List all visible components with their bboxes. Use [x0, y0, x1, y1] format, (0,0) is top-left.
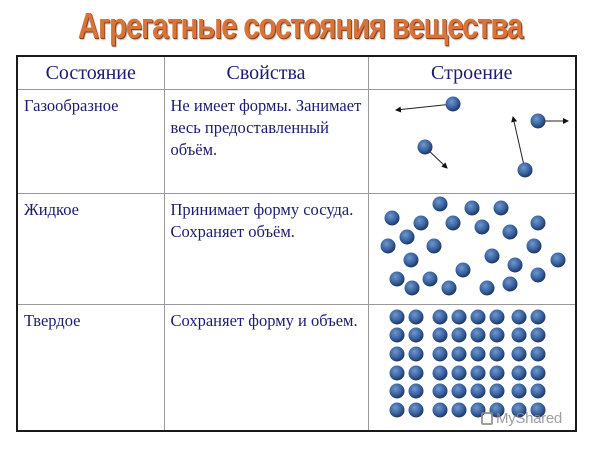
- molecule-icon: [433, 310, 448, 325]
- watermark-text: MyShared: [496, 410, 562, 427]
- molecule-icon: [531, 216, 546, 231]
- molecule-icon: [390, 310, 405, 325]
- molecule-icon: [512, 310, 527, 325]
- state-cell: Жидкое: [17, 194, 164, 305]
- molecule-icon: [404, 253, 419, 268]
- molecule-icon: [390, 384, 405, 399]
- molecule-icon: [405, 281, 420, 296]
- properties-cell: Сохраняет форму и объем.: [164, 305, 368, 432]
- molecule-icon: [531, 366, 546, 381]
- molecule-icon: [409, 347, 424, 362]
- watermark-logo-icon: [481, 412, 493, 425]
- molecule-icon: [531, 328, 546, 343]
- molecule-icon: [490, 347, 505, 362]
- molecule-icon: [400, 230, 415, 245]
- molecule-icon: [418, 140, 433, 155]
- molecule-icon: [452, 347, 467, 362]
- molecule-icon: [390, 347, 405, 362]
- molecule-icon: [409, 384, 424, 399]
- molecule-icon: [390, 272, 405, 287]
- molecule-icon: [433, 403, 448, 418]
- molecule-icon: [390, 328, 405, 343]
- molecule-icon: [409, 328, 424, 343]
- watermark: [481, 410, 562, 427]
- molecule-icon: [485, 249, 500, 264]
- molecule-icon: [433, 347, 448, 362]
- molecule-icon: [512, 328, 527, 343]
- properties-cell: Не имеет формы. Занимает весь предоставленный объём.: [164, 90, 368, 194]
- molecule-icon: [390, 366, 405, 381]
- molecule-icon: [390, 403, 405, 418]
- page-title: Агрегатные состояния вещества: [77, 5, 523, 46]
- molecule-icon: [423, 272, 438, 287]
- header-properties: Свойства: [164, 56, 368, 90]
- molecule-icon: [446, 97, 461, 112]
- molecule-icon: [452, 366, 467, 381]
- molecule-icon: [490, 328, 505, 343]
- molecule-icon: [433, 366, 448, 381]
- molecule-icon: [471, 384, 486, 399]
- molecule-icon: [490, 310, 505, 325]
- solid-molecules: [390, 310, 546, 418]
- molecule-icon: [414, 216, 429, 231]
- molecule-icon: [381, 239, 396, 254]
- molecule-icon: [433, 328, 448, 343]
- molecule-icon: [490, 366, 505, 381]
- molecule-icon: [471, 310, 486, 325]
- molecule-icon: [503, 277, 518, 292]
- molecule-icon: [512, 384, 527, 399]
- molecule-icon: [512, 366, 527, 381]
- molecule-icon: [465, 201, 480, 216]
- header-state: Состояние: [17, 56, 164, 90]
- molecule-icon: [433, 384, 448, 399]
- molecule-icon: [433, 197, 448, 212]
- molecule-icon: [446, 216, 461, 231]
- molecule-icon: [471, 366, 486, 381]
- molecule-icon: [409, 366, 424, 381]
- molecule-icon: [551, 253, 566, 268]
- molecule-icon: [531, 310, 546, 325]
- state-cell: Твердое: [17, 305, 164, 432]
- molecule-icon: [452, 403, 467, 418]
- molecule-icon: [531, 384, 546, 399]
- molecule-icon: [508, 258, 523, 273]
- molecule-icon: [456, 263, 471, 278]
- properties-cell: Принимает форму сосуда. Сохраняет объём.: [164, 194, 368, 305]
- state-cell: Газообразное: [17, 90, 164, 194]
- molecule-icon: [512, 347, 527, 362]
- molecule-icon: [531, 114, 546, 129]
- velocity-arrow-icon: [396, 104, 453, 110]
- molecule-icon: [531, 268, 546, 283]
- molecule-icon: [385, 211, 400, 226]
- molecule-icon: [452, 384, 467, 399]
- molecule-icon: [409, 403, 424, 418]
- molecule-icon: [503, 225, 518, 240]
- molecule-icon: [490, 384, 505, 399]
- molecule-icon: [475, 220, 490, 235]
- header-structure: Строение: [368, 56, 576, 90]
- molecule-icon: [452, 310, 467, 325]
- molecule-icon: [442, 281, 457, 296]
- molecule-icon: [527, 239, 542, 254]
- velocity-arrow-icon: [513, 117, 525, 170]
- molecule-icon: [471, 347, 486, 362]
- molecule-icon: [427, 239, 442, 254]
- liquid-molecules: [381, 197, 566, 296]
- molecule-icon: [471, 328, 486, 343]
- molecule-icon: [518, 163, 533, 178]
- molecule-icon: [409, 310, 424, 325]
- molecule-icon: [531, 347, 546, 362]
- gas-molecules: [396, 97, 568, 178]
- molecule-icon: [452, 328, 467, 343]
- molecule-icon: [480, 281, 495, 296]
- molecule-icon: [494, 201, 509, 216]
